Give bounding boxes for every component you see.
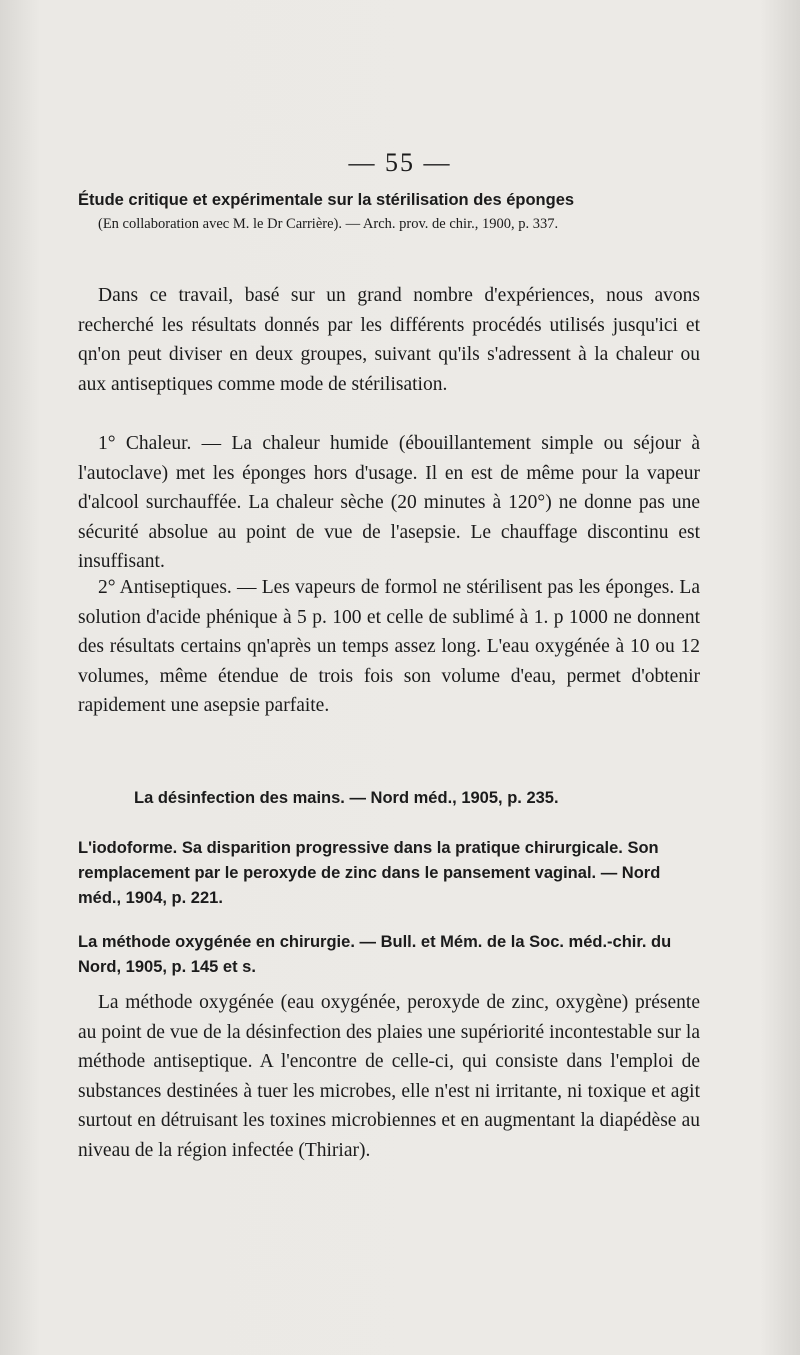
section-methode-title: La méthode oxygénée en chirurgie. — Bull. et Mém. de la Soc. méd.-chir. du Nord, 1905, p. 145 et s. bbox=[78, 933, 672, 976]
section-desinfection-title: La désinfection des mains. — Nord méd., 1905, p. 235. bbox=[134, 789, 559, 807]
section-iodoforme-title: L'iodoforme. Sa disparition progressive dans la pratique chirurgicale. Son remplacement par le peroxyde de zinc dans le pansement vaginal. — Nord méd., 1904, p. 221. bbox=[78, 839, 661, 907]
paragraph-intro: Dans ce travail, basé sur un grand nombre d'expériences, nous avons recherché les résultats donnés par les différents procédés utilisés jusqu'ici et qn'on peut diviser en deux groupes, suivant qu'ils s'adressent à la chaleur ou aux antiseptiques comme mode de stérilisation. bbox=[78, 285, 700, 395]
paragraph-methode: La méthode oxygénée (eau oxygénée, peroxyde de zinc, oxygène) présente au point de vue de la désinfection des plaies une supériorité incontestable sur la méthode antiseptique. A l'encontre de celle-ci, qui consiste dans l'emploi de substances destinées à tuer les microbes, elle n'est ni irritante, ni toxique et agit surtout en détruisant les toxines microbiennes et en augmentant la diapédèse au niveau de la région infectée (Thiriar). bbox=[78, 992, 700, 1161]
section-sterilisation bbox=[78, 188, 700, 235]
section-title: Étude critique et expérimentale sur la stérilisation des éponges bbox=[78, 191, 575, 209]
paragraph-antiseptiques: 2° Antiseptiques. — Les vapeurs de formol ne stérilisent pas les éponges. La solution d'acide phénique à 5 p. 100 et celle de sublimé à 1. p 1000 ne donnent des résultats certains qn'après un temps assez long. L'eau oxygénée à 10 ou 12 volumes, même étendue de trois fois son volume d'eau, permet d'obtenir rapidement une asepsie parfaite. bbox=[78, 577, 700, 716]
section-citation: (En collaboration avec M. le Dr Carrière). — Arch. prov. de chir., 1900, p. 337. bbox=[98, 216, 559, 232]
paragraph-chaleur: 1° Chaleur. — La chaleur humide (ébouillantement simple ou séjour à l'autoclave) met les éponges hors d'usage. Il en est de même pour la vapeur d'alcool surchauffée. La chaleur sèche (20 minutes à 120°) ne donne pas une sécurité absolue au point de vue de l'asepsie. Le chauffage discontinu est insuffisant. bbox=[78, 433, 700, 572]
page-number: — 55 — bbox=[348, 148, 452, 177]
